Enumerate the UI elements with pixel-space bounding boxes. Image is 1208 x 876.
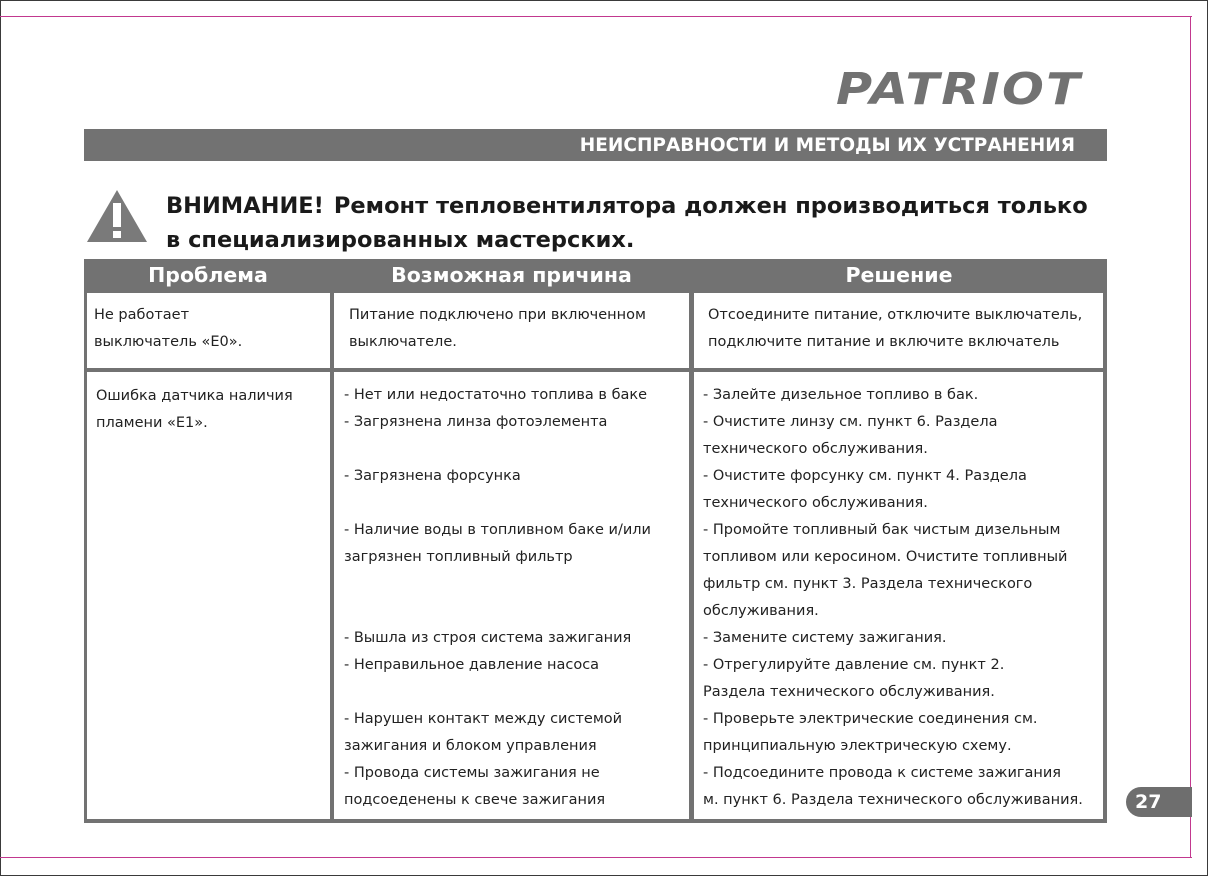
- header-problem: Проблема: [148, 263, 268, 287]
- solution-line: фильтр см. пункт 3. Раздела технического: [703, 576, 1033, 592]
- solution-line: обслуживания.: [703, 603, 819, 619]
- row1-cause-line: выключателе.: [349, 334, 457, 350]
- solution-line: - Залейте дизельное топливо в бак.: [703, 387, 979, 403]
- cause-line: подсоеденены к свече зажигания: [344, 792, 606, 808]
- header-solution: Решение: [845, 263, 953, 287]
- brand-logo-text: PATRIOT: [836, 66, 1084, 110]
- solution-line: - Проверьте электрические соединения см.: [703, 711, 1038, 727]
- solution-line: - Очистите форсунку см. пункт 4. Раздела: [703, 468, 1027, 484]
- cause-line: - Наличие воды в топливном баке и/или: [344, 522, 651, 538]
- solution-line: технического обслуживания.: [703, 495, 928, 511]
- solution-line: - Промойте топливный бак чистым дизельным: [703, 522, 1061, 538]
- row1-cause-line: Питание подключено при включенном: [349, 307, 646, 323]
- warning-text-1: Ремонт тепловентилятора должен производиться только: [333, 193, 1088, 219]
- warning-line-2: в специализированных мастерских.: [166, 227, 635, 253]
- solution-line: - Отрегулируйте давление см. пункт 2.: [703, 657, 1005, 673]
- solution-line: Раздела технического обслуживания.: [703, 684, 995, 700]
- cause-line: - Загрязнена линза фотоэлемента: [344, 414, 608, 430]
- header-cause: Возможная причина: [391, 263, 632, 287]
- solution-line: - Замените систему зажигания.: [703, 630, 947, 646]
- cause-line: - Загрязнена форсунка: [344, 468, 521, 484]
- trim-line-bottom: [0, 857, 1192, 858]
- solution-line: технического обслуживания.: [703, 441, 928, 457]
- trim-line-top: [0, 16, 1192, 17]
- row2-problem-line: пламени «E1».: [96, 415, 208, 431]
- brand-logo: [836, 66, 1086, 110]
- solution-line: топливом или керосином. Очистите топливный: [703, 549, 1068, 565]
- page-number: 27: [1126, 787, 1192, 817]
- row2-cause: [334, 372, 689, 819]
- warning-line-1: [166, 189, 1126, 223]
- cause-line: зажигания и блоком управления: [344, 738, 597, 754]
- row1-problem-line: Не работает: [94, 307, 190, 323]
- section-title: НЕИСПРАВНОСТИ И МЕТОДЫ ИХ УСТРАНЕНИЯ: [84, 129, 1107, 161]
- row2-problem-line: Ошибка датчика наличия: [96, 388, 293, 404]
- cause-line: - Неправильное давление насоса: [344, 657, 600, 673]
- trim-line-right: [1190, 16, 1191, 858]
- warning-icon: [85, 188, 149, 244]
- cause-line: загрязнен топливный фильтр: [344, 549, 573, 565]
- cause-line: - Нет или недостаточно топлива в баке: [344, 387, 648, 403]
- cause-line: - Нарушен контакт между системой: [344, 711, 623, 727]
- row1-cause: [334, 293, 689, 368]
- solution-line: - Очистите линзу см. пункт 6. Раздела: [703, 414, 998, 430]
- row2-solution: [694, 372, 1103, 819]
- row1-solution-line: подключите питание и включите включатель: [708, 334, 1060, 350]
- row1-problem-line: выключатель «E0».: [94, 334, 243, 350]
- solution-line: - Подсоедините провода к системе зажигания: [703, 765, 1062, 781]
- cause-line: - Вышла из строя система зажигания: [344, 630, 632, 646]
- troubleshooting-table: [84, 259, 1107, 823]
- solution-line: м. пункт 6. Раздела технического обслуживания.: [703, 792, 1083, 808]
- warning-message: [166, 189, 1126, 257]
- row1-problem: [87, 293, 330, 368]
- warning-label: ВНИМАНИЕ!: [166, 193, 324, 219]
- cause-line: - Провода системы зажигания не: [344, 765, 600, 781]
- row1-solution-line: Отсоедините питание, отключите выключатель,: [708, 307, 1083, 323]
- solution-line: принципиальную электрическую схему.: [703, 738, 1012, 754]
- row1-solution: [694, 293, 1103, 368]
- row2-problem: [87, 372, 330, 819]
